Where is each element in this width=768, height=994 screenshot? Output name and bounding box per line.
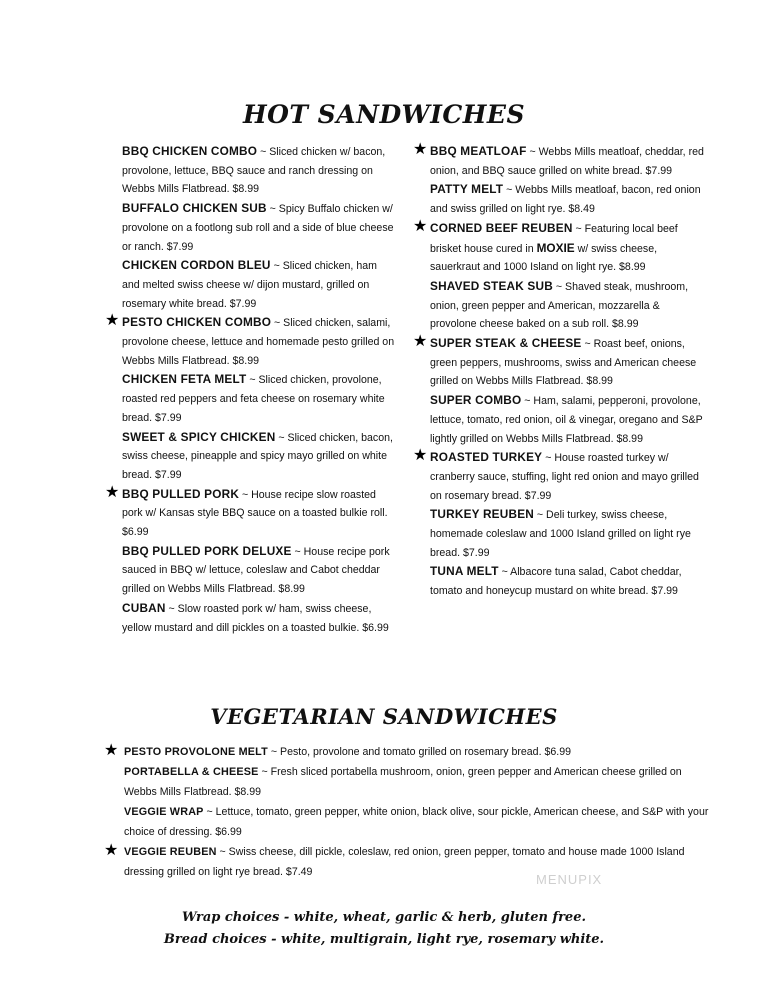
- menu-item-description: ~ House recipe slow roasted pork w/ Kansas style BBQ sauce on a toasted bulkie roll. $6.99: [122, 488, 388, 539]
- star-icon: ★: [104, 742, 119, 759]
- menu-item-name: SWEET & SPICY CHICKEN: [122, 429, 276, 444]
- menu-item: [413, 217, 708, 277]
- menu-item-description: ~ Spicy Buffalo chicken w/ provolone on a footlong sub roll and a side of blue cheese or ranch. $7.99: [122, 203, 394, 253]
- menu-item-name: SUPER COMBO: [430, 393, 522, 408]
- menu-item: [122, 256, 397, 313]
- menu-item-description: ~ House roasted turkey w/ cranberry sauce, stuffing, light red onion and mayo grilled on rosemary bread. $7.99: [430, 452, 699, 502]
- menu-item-name: PORTABELLA & CHEESE: [124, 766, 259, 778]
- menu-item-description: ~ Sliced chicken, bacon, swiss cheese, pineapple and spicy mayo grilled on white bread. $7.99: [122, 431, 393, 481]
- star-icon: ★: [413, 217, 428, 235]
- menu-item-name: CORNED BEEF REUBEN: [430, 220, 573, 235]
- watermark-text: MENUPIX: [536, 872, 603, 887]
- menu-item-name: BBQ PULLED PORK DELUXE: [122, 543, 292, 558]
- vegetarian-sandwiches-title: VEGETARIAN SANDWICHES: [210, 704, 558, 729]
- menu-item: [430, 562, 708, 600]
- menu-item-name: PESTO CHICKEN COMBO: [122, 315, 272, 330]
- menu-item-description: ~ Sliced chicken, provolone, roasted red peppers and feta cheese on rosemary white bread. $7.99: [122, 374, 385, 424]
- menu-item-description: ~ Shaved steak, mushroom, onion, green pepper and American, mozzarella & provolone cheese baked on a sub roll. $8.99: [430, 280, 689, 331]
- menu-item: [413, 333, 708, 391]
- menu-item-description: ~ Pesto, provolone and tomato grilled on rosemary bread. $6.99: [267, 746, 571, 758]
- bread-choices-note: Bread choices - white, multigrain, light rye, rosemary white.: [163, 932, 605, 947]
- menu-item: [122, 428, 397, 485]
- star-icon: ★: [104, 842, 119, 859]
- menu-item-name: TURKEY REUBEN: [430, 507, 534, 522]
- menu-item-name: VEGGIE WRAP: [124, 806, 204, 818]
- star-icon: ★: [413, 447, 428, 465]
- menu-item-name: BBQ MEATLOAF: [430, 144, 527, 158]
- menu-item-name: BBQ PULLED PORK: [122, 486, 240, 501]
- menu-item-name: PESTO PROVOLONE MELT: [124, 746, 268, 758]
- menu-item: [413, 447, 708, 505]
- menu-item: [122, 542, 397, 599]
- menu-item-description: ~ Ham, salami, pepperoni, provolone, lettuce, tomato, red onion, oil & vinegar, oregano and S&P lightly grilled on Webbs Mills Flatbread. $8.99: [430, 395, 703, 445]
- menu-item: [105, 483, 397, 542]
- menu-item-description: ~ Webbs Mills meatloaf, cheddar, red onion, and BBQ sauce grilled on white bread. $7.99: [430, 146, 704, 177]
- menu-item-name: SUPER STEAK & CHEESE: [430, 336, 582, 351]
- menu-item-name: SHAVED STEAK SUB: [430, 278, 553, 293]
- menu-item-description: ~ Webbs Mills meatloaf, bacon, red onion and swiss grilled on light rye. $8.49: [430, 184, 701, 216]
- menu-item-name: VEGGIE REUBEN: [124, 846, 217, 858]
- hot-sandwiches-left-column: [105, 142, 397, 637]
- menu-item-name: BUFFALO CHICKEN SUB: [122, 201, 267, 216]
- menu-item: [105, 312, 397, 370]
- menu-item-description: ~ Sliced chicken, salami, provolone cheese, lettuce and homemade pesto grilled on Webbs Mills Flatbread. $8.99: [122, 317, 395, 367]
- hot-sandwiches-title: HOT SANDWICHES: [242, 100, 526, 129]
- menu-item-description: ~ Fresh sliced portabella mushroom, onion, green pepper and American cheese grilled on Webbs Mills Flatbread. $8.99: [124, 766, 682, 798]
- menu-item: [430, 180, 708, 218]
- menu-item: [122, 599, 397, 637]
- menu-item-description: ~ Lettuce, tomato, green pepper, white onion, black olive, sour pickle, American cheese, and S&P with your choice of dressing. $6.99: [124, 806, 709, 838]
- menu-item: [124, 802, 714, 842]
- star-icon: ★: [105, 483, 120, 501]
- menu-item: [124, 762, 714, 802]
- menu-item-description: ~ Sliced chicken w/ bacon, provolone, lettuce, BBQ sauce and ranch dressing on Webbs Mills Flatbread. $8.99: [122, 146, 386, 196]
- menu-item-name: CHICKEN FETA MELT: [122, 372, 247, 387]
- menu-item: [122, 370, 397, 427]
- star-icon: ★: [413, 333, 428, 351]
- menu-item-description: ~ House recipe pork sauced in BBQ w/ lettuce, coleslaw and Cabot cheddar grilled on Webbs Mills Flatbread. $8.99: [122, 545, 390, 596]
- menu-item-highlight: MOXIE: [536, 240, 575, 255]
- menu-item-name: TUNA MELT: [430, 564, 499, 579]
- menu-item-name: ROASTED TURKEY: [430, 450, 543, 465]
- menu-item: [430, 391, 708, 448]
- menu-item: [430, 277, 708, 334]
- menu-item-description: w/ swiss cheese, sauerkraut and 1000 Island on light rye. $8.99: [430, 242, 658, 274]
- menu-item-name: CUBAN: [122, 600, 166, 615]
- menu-item-description: ~ Roast beef, onions, green peppers, mushrooms, swiss and American cheese grilled on Webbs Mills Flatbread. $8.99: [430, 338, 697, 388]
- hot-sandwiches-right-column: [413, 141, 708, 601]
- menu-item: [104, 842, 714, 882]
- vegetarian-sandwiches-list: [104, 742, 714, 882]
- menu-item-name: CHICKEN CORDON BLEU: [122, 258, 271, 273]
- menu-item: [122, 199, 397, 256]
- menu-item-description: ~ Featuring local beef brisket house cured in: [430, 222, 678, 255]
- menu-item: [104, 742, 714, 762]
- star-icon: ★: [413, 141, 428, 158]
- menu-item-description: ~ Slow roasted pork w/ ham, swiss cheese, yellow mustard and dill pickles on a toasted bulkie. $6.99: [122, 602, 389, 634]
- menu-item: [430, 505, 708, 562]
- menu-item-description: ~ Swiss cheese, dill pickle, coleslaw, red onion, green pepper, tomato and house made 1000 Island dressing grilled on light rye bread. $7.49: [124, 846, 685, 878]
- wrap-choices-note: Wrap choices - white, wheat, garlic & herb, gluten free.: [181, 910, 587, 925]
- menu-item-name: BBQ CHICKEN COMBO: [122, 144, 258, 158]
- menu-item-description: ~ Albacore tuna salad, Cabot cheddar, tomato and honeycup mustard on white bread. $7.99: [430, 566, 682, 598]
- menu-item-description: ~ Sliced chicken, ham and melted swiss cheese w/ dijon mustard, grilled on rosemary white bread. $7.99: [122, 260, 377, 310]
- menu-item-description: ~ Deli turkey, swiss cheese, homemade coleslaw and 1000 Island grilled on light rye bread. $7.99: [430, 509, 691, 559]
- menu-item: [122, 142, 397, 199]
- menu-item-name: PATTY MELT: [430, 182, 504, 197]
- star-icon: ★: [105, 312, 120, 330]
- menu-item: [413, 141, 708, 180]
